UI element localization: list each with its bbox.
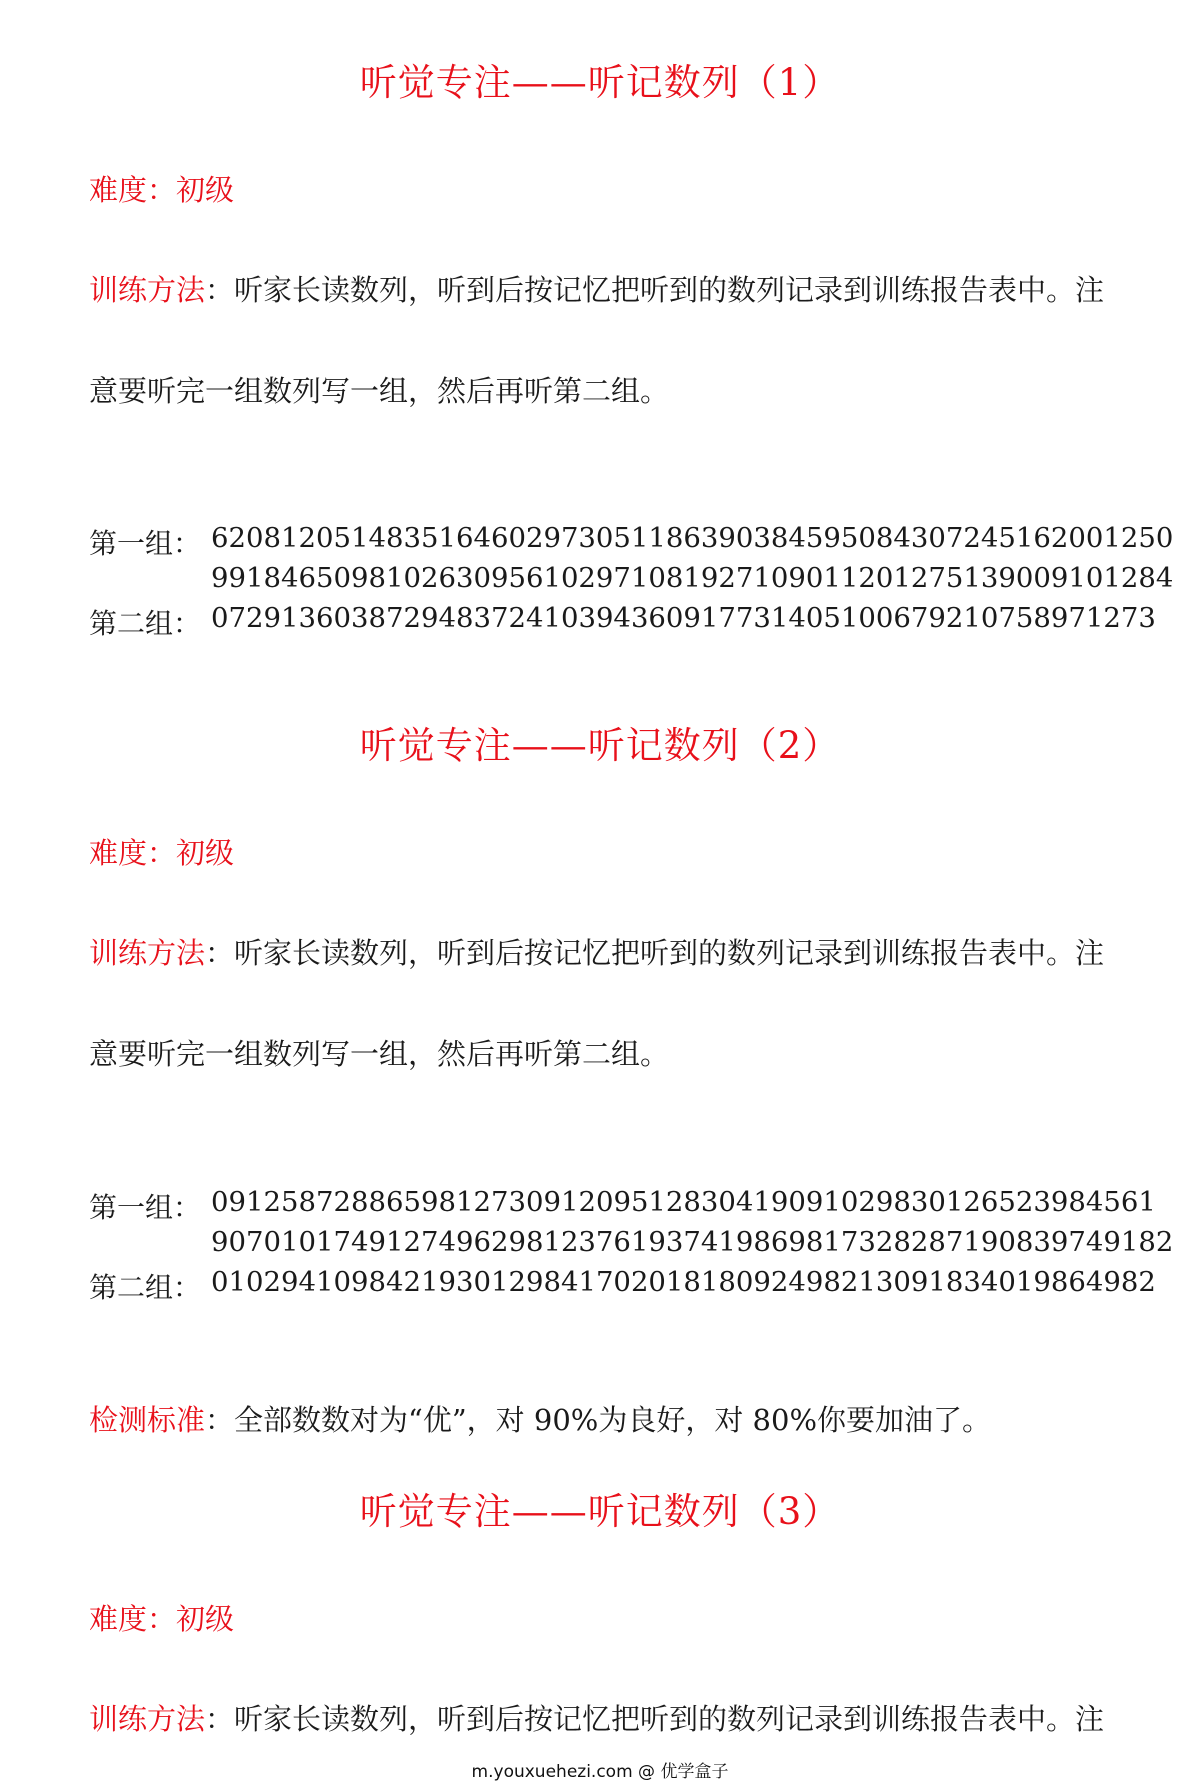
method-text: ：听家长读数列，听到后按记忆把听到的数列记录到训练报告表中。注 bbox=[205, 936, 1105, 970]
number-item: 73051 bbox=[560, 522, 649, 554]
section-3-title: 听觉专注——听记数列（3） bbox=[359, 1490, 841, 1533]
number-item: 09125 bbox=[211, 1186, 299, 1218]
number-item: 98698 bbox=[735, 1226, 824, 1258]
method-label: 训练方法 bbox=[89, 1702, 206, 1736]
section-1-group-1-row-2 bbox=[211, 562, 1174, 594]
section-2-group-2-row-1 bbox=[211, 1266, 1156, 1298]
number-item: 834019 bbox=[945, 1266, 1051, 1298]
difficulty-value: 初级 bbox=[176, 173, 235, 207]
section-2-difficulty bbox=[89, 831, 234, 872]
number-item: 210758 bbox=[945, 602, 1051, 634]
number-item: 02971 bbox=[560, 562, 649, 594]
section-3-difficulty bbox=[89, 1597, 234, 1638]
number-item: 23761 bbox=[560, 1226, 649, 1258]
number-item: 09561 bbox=[473, 562, 561, 594]
number-item: 10263 bbox=[385, 562, 474, 594]
number-item: 28719 bbox=[910, 1226, 999, 1258]
number-item: 01749 bbox=[298, 1226, 386, 1258]
section-1-method-line-1 bbox=[89, 268, 1104, 309]
number-item: 12749 bbox=[385, 1226, 474, 1258]
number-item: 948372 bbox=[420, 602, 526, 634]
number-item: 092498 bbox=[735, 1266, 841, 1298]
number-item: 91029 bbox=[805, 1186, 894, 1218]
number-item: 62981 bbox=[473, 1226, 561, 1258]
section-3-method-line-1 bbox=[89, 1697, 1104, 1738]
number-item: 01284 bbox=[1085, 562, 1174, 594]
number-item: 51283 bbox=[630, 1186, 719, 1218]
number-item: 83012 bbox=[893, 1186, 981, 1218]
difficulty-label: 难度： bbox=[89, 173, 177, 207]
number-item: 072913 bbox=[211, 602, 316, 634]
number-item: 20514 bbox=[298, 522, 386, 554]
number-item: 08192 bbox=[648, 562, 736, 594]
number-item: 04190 bbox=[718, 1186, 806, 1218]
footer-watermark: m.youxuehezi.com @ 优学盒子 bbox=[471, 1762, 729, 1782]
section-1-method-line-2: 意要听完一组数列写一组，然后再听第二组。 bbox=[89, 374, 670, 408]
number-item: 49182 bbox=[1085, 1226, 1174, 1258]
section-1-group-2-row-1 bbox=[211, 602, 1156, 634]
method-text: ：听家长读数列，听到后按记忆把听到的数列记录到训练报告表中。注 bbox=[205, 1702, 1105, 1736]
number-item: 731405 bbox=[735, 602, 841, 634]
number-item: 193012 bbox=[420, 1266, 526, 1298]
number-item: 18639 bbox=[648, 522, 736, 554]
section-2-group-1-label: 第一组： bbox=[89, 1191, 202, 1224]
number-item: 84561 bbox=[1068, 1186, 1156, 1218]
method-text: ：听家长读数列，听到后按记忆把听到的数列记录到训练报告表中。注 bbox=[205, 273, 1105, 307]
number-item: 100679 bbox=[840, 602, 946, 634]
number-item: 08397 bbox=[998, 1226, 1086, 1258]
number-item: 410394 bbox=[525, 602, 631, 634]
number-item: 65239 bbox=[980, 1186, 1069, 1218]
number-item: 201818 bbox=[630, 1266, 736, 1298]
number-item: 213091 bbox=[840, 1266, 946, 1298]
section-1-difficulty bbox=[89, 168, 234, 209]
number-item: 83516 bbox=[385, 522, 474, 554]
number-item: 93741 bbox=[648, 1226, 736, 1258]
number-item: 95084 bbox=[823, 522, 911, 554]
difficulty-value: 初级 bbox=[176, 1602, 235, 1636]
number-item: 30724 bbox=[910, 522, 999, 554]
number-item: 109842 bbox=[315, 1266, 421, 1298]
difficulty-value: 初级 bbox=[176, 836, 235, 870]
number-item: 27513 bbox=[910, 562, 999, 594]
number-item: 864982 bbox=[1050, 1266, 1156, 1298]
number-item: 71090 bbox=[735, 562, 824, 594]
number-item: 010294 bbox=[211, 1266, 316, 1298]
section-1-group-1-row-1 bbox=[211, 522, 1174, 554]
number-item: 90091 bbox=[998, 562, 1086, 594]
section-2-method-line-1 bbox=[89, 931, 1104, 972]
number-item: 62081 bbox=[211, 522, 299, 554]
number-item: 90701 bbox=[211, 1226, 299, 1258]
section-2-title: 听觉专注——听记数列（2） bbox=[359, 724, 841, 767]
section-2-group-2-label: 第二组： bbox=[89, 1271, 202, 1304]
number-item: 87288 bbox=[298, 1186, 386, 1218]
number-item: 17328 bbox=[823, 1226, 911, 1258]
criteria-text: ：全部数数对为“优”，对 90%为良好，对 80%你要加油了。 bbox=[205, 1403, 992, 1437]
method-label: 训练方法 bbox=[89, 936, 206, 970]
number-item: 03845 bbox=[735, 522, 824, 554]
difficulty-label: 难度： bbox=[89, 836, 177, 870]
number-item: 11201 bbox=[823, 562, 911, 594]
criteria-label: 检测标准 bbox=[89, 1403, 206, 1437]
number-item: 6598 bbox=[385, 1186, 456, 1218]
number-item: 360917 bbox=[630, 602, 736, 634]
number-item: 971273 bbox=[1050, 602, 1156, 634]
number-item: 984170 bbox=[525, 1266, 631, 1298]
section-2-criteria bbox=[89, 1398, 991, 1439]
number-item: 12730 bbox=[455, 1186, 544, 1218]
number-item: 46029 bbox=[473, 522, 561, 554]
section-1-group-1-label: 第一组： bbox=[89, 527, 202, 560]
section-2-method-line-2: 意要听完一组数列写一组，然后再听第二组。 bbox=[89, 1037, 670, 1071]
section-1-title: 听觉专注——听记数列（1） bbox=[359, 61, 841, 104]
section-2-group-1-row-1 bbox=[211, 1186, 1156, 1218]
section-2-group-1-row-2 bbox=[211, 1226, 1174, 1258]
number-item: 65098 bbox=[298, 562, 386, 594]
method-label: 训练方法 bbox=[89, 273, 206, 307]
number-item: 603872 bbox=[315, 602, 421, 634]
number-item: 91209 bbox=[543, 1186, 631, 1218]
section-1-group-2-label: 第二组： bbox=[89, 607, 202, 640]
number-item: 51620 bbox=[998, 522, 1086, 554]
number-item: 01250 bbox=[1085, 522, 1174, 554]
difficulty-label: 难度： bbox=[89, 1602, 177, 1636]
number-item: 99184 bbox=[211, 562, 299, 594]
